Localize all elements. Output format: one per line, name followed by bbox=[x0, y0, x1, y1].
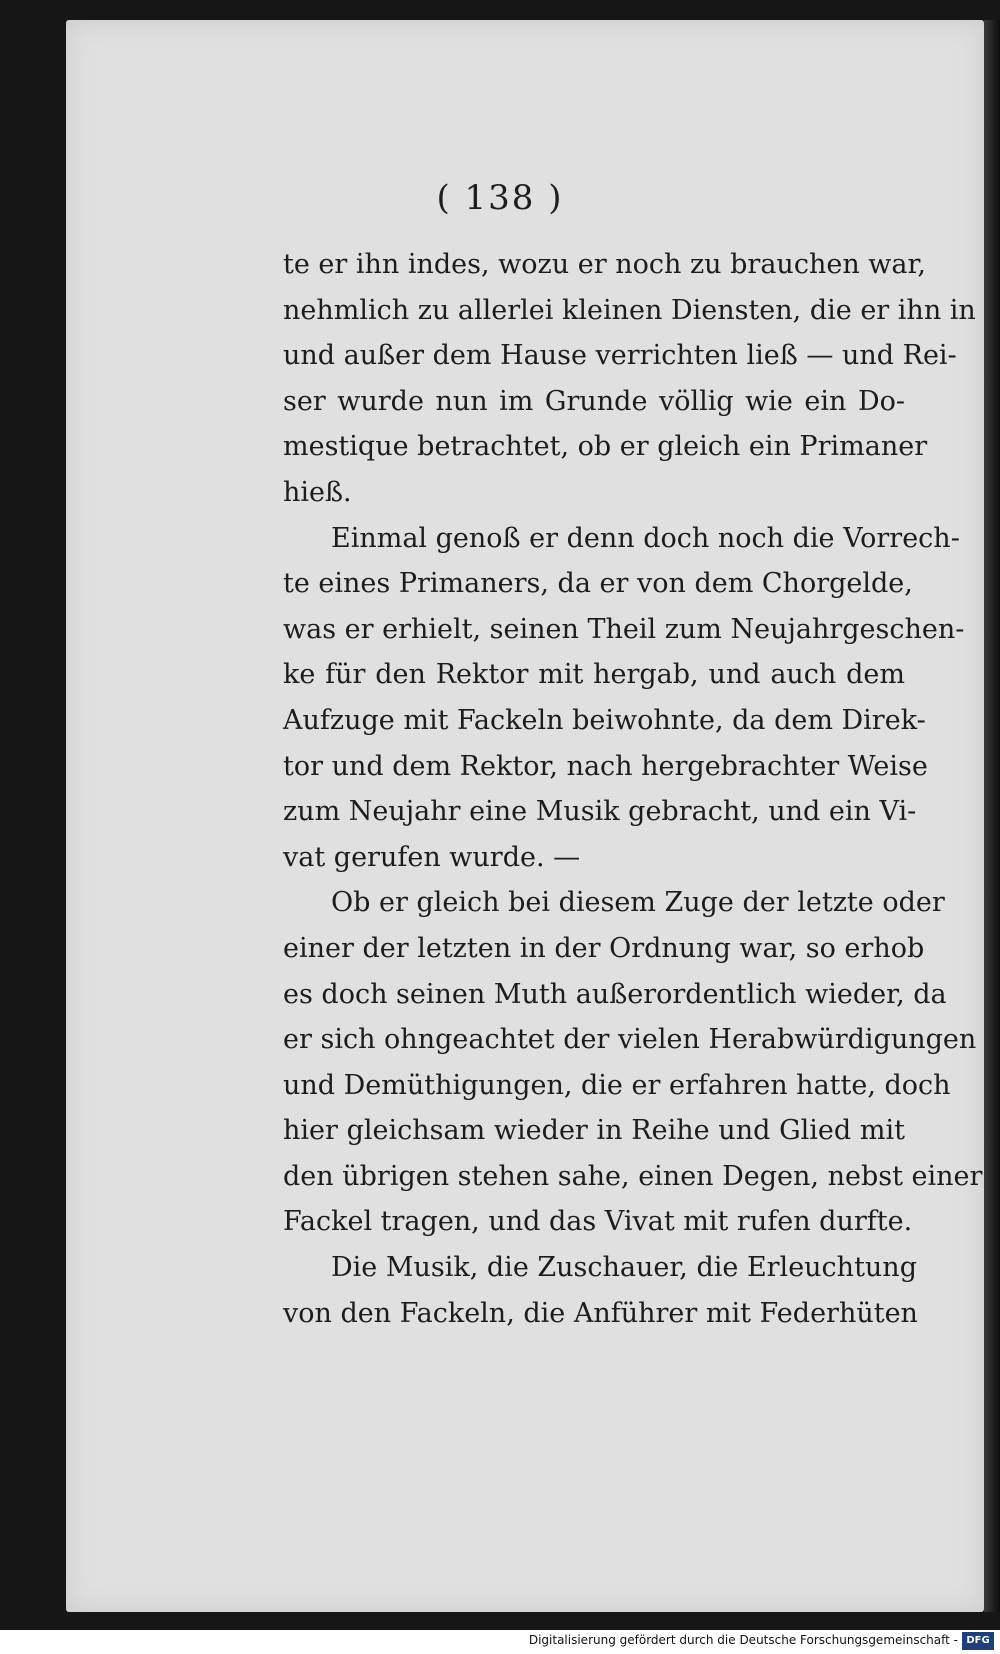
page-edge-shadow bbox=[984, 20, 1000, 1612]
text-line: Fackel tragen, und das Vivat mit rufen durfte. bbox=[283, 1206, 913, 1238]
text-line: ser wurde nun im Grunde völlig wie ein Do- bbox=[283, 385, 905, 417]
text-line: hieß. bbox=[283, 476, 352, 508]
text-line: es doch seinen Muth außerordentlich wieder, da bbox=[283, 978, 947, 1010]
text-line: nehmlich zu allerlei kleinen Diensten, die er ihn in bbox=[283, 294, 976, 326]
text-line: mestique betrachtet, ob er gleich ein Primaner bbox=[283, 431, 928, 463]
page-number: ( 138 ) bbox=[436, 178, 564, 218]
text-line: einer der letzten in der Ordnung war, so erhob bbox=[283, 932, 925, 964]
text-line: Die Musik, die Zuschauer, die Erleuchtung bbox=[331, 1252, 917, 1284]
text-line: vat gerufen wurde. — bbox=[283, 841, 581, 873]
text-line: von den Fackeln, die Anführer mit Federhüten bbox=[283, 1297, 918, 1329]
text-line: tor und dem Rektor, nach hergebrachter Weise bbox=[283, 750, 928, 782]
text-line: was er erhielt, seinen Theil zum Neujahrgeschen- bbox=[283, 613, 965, 645]
text-line: ke für den Rektor mit hergab, und auch dem bbox=[283, 659, 905, 691]
text-line: und außer dem Hause verrichten ließ — und Rei- bbox=[283, 340, 957, 372]
text-line: te er ihn indes, wozu er noch zu brauchen war, bbox=[283, 249, 927, 280]
text-line: hier gleichsam wieder in Reihe und Glied mit bbox=[283, 1115, 905, 1147]
page-text bbox=[283, 242, 983, 1336]
text-line: te eines Primaners, da er von dem Chorgelde, bbox=[283, 568, 913, 600]
text-line: und Demüthigungen, die er erfahren hatte, doch bbox=[283, 1069, 951, 1101]
digitization-credit: Digitalisierung gefördert durch die Deutsche Forschungsgemeinschaft - bbox=[528, 1633, 958, 1647]
text-line: Aufzuge mit Fackeln beiwohnte, da dem Direk- bbox=[283, 704, 926, 736]
dfg-logo: DFG bbox=[962, 1632, 994, 1650]
text-line: zum Neujahr eine Musik gebracht, und ein Vi- bbox=[283, 796, 917, 828]
text-line: den übrigen stehen sahe, einen Degen, nebst einer bbox=[283, 1160, 983, 1192]
text-line: Einmal genoß er denn doch noch die Vorrech- bbox=[331, 522, 960, 554]
text-line: er sich ohngeachtet der vielen Herabwürdigungen bbox=[283, 1024, 977, 1056]
text-line: Ob er gleich bei diesem Zuge der letzte oder bbox=[331, 887, 945, 919]
